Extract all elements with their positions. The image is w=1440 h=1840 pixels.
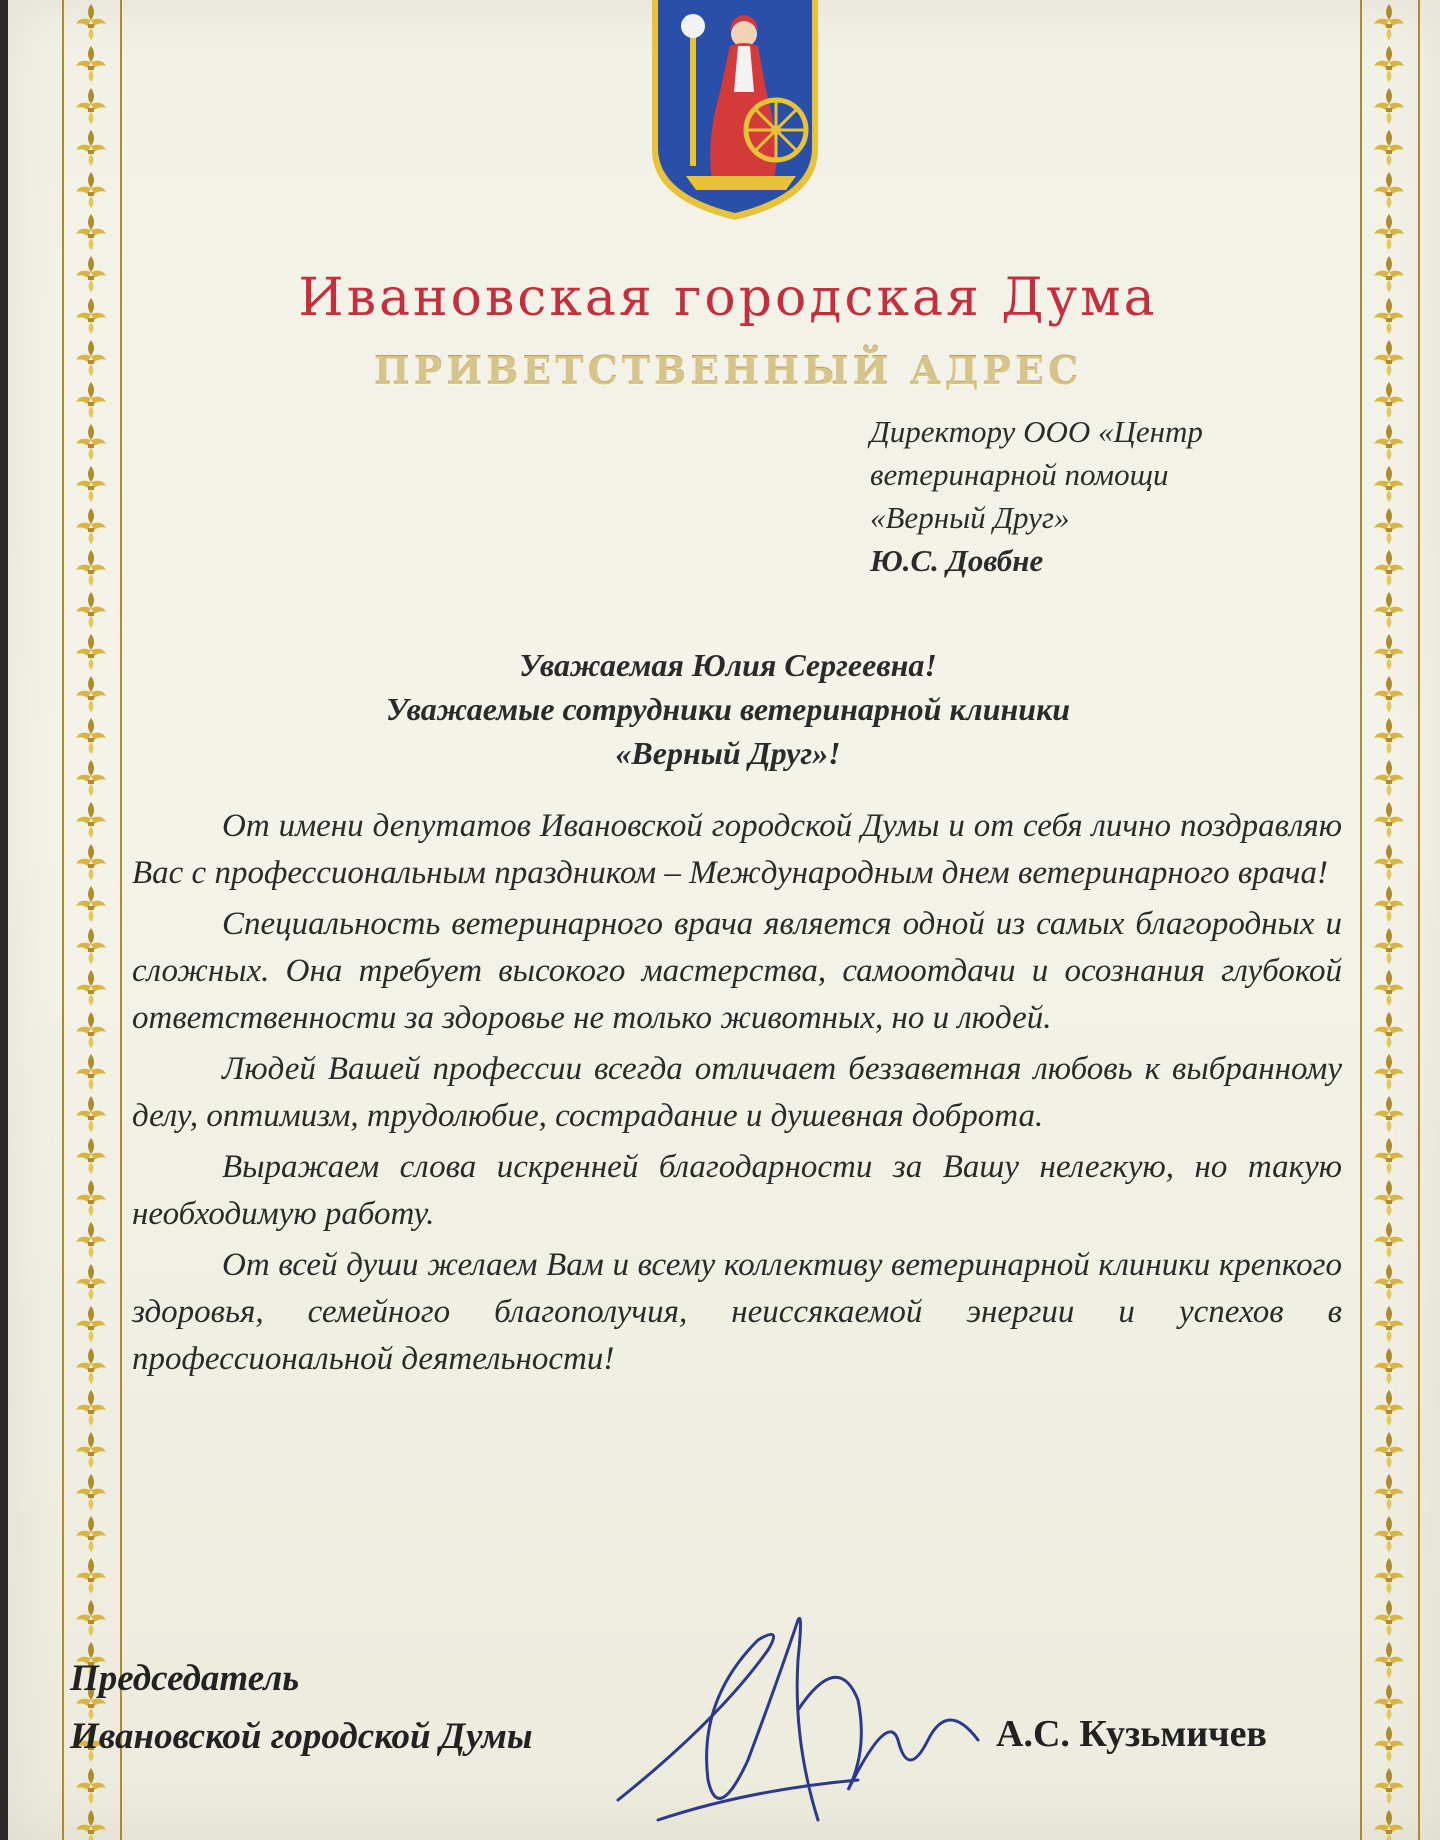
letter-body — [132, 803, 1342, 1387]
organization-name: Ивановская городская Дума — [298, 268, 1158, 328]
border-rule — [62, 0, 64, 1840]
document-title: ПРИВЕТСТВЕННЫЙ АДРЕС — [373, 348, 1083, 393]
fleur-de-lis-border-icon — [1366, 0, 1412, 1840]
addressee-line: «Верный Друг» — [870, 500, 1070, 535]
body-paragraph: От имени депутатов Ивановской городской Думы и от себя лично поздравляю Вас с профессиональным праздником – Международным днем ветеринарного врача! — [132, 808, 1342, 891]
position-line: Председатель — [70, 1658, 300, 1699]
border-rule — [1360, 0, 1362, 1840]
addressee-block — [870, 410, 1330, 582]
border-rule — [120, 0, 122, 1840]
signatory-name: А.С. Кузьмичев — [996, 1713, 1267, 1755]
body-paragraph: Выражаем слова искренней благодарности за Вашу нелегкую, но такую необходимую работу. — [132, 1149, 1342, 1232]
addressee-name: Ю.С. Довбне — [870, 543, 1044, 578]
border-rule — [1418, 0, 1420, 1840]
body-paragraph: Специальность ветеринарного врача является одной из самых благородных и сложных. Она требует высокого мастерства, самоотдачи и осознания глубокой ответственности за здоровье не только животных, но и людей. — [132, 906, 1342, 1036]
fleur-de-lis-border-icon — [68, 0, 114, 1840]
document-sheet — [8, 0, 1440, 1840]
addressee-line: ветеринарной помощи — [870, 457, 1169, 492]
ivanovo-coat-of-arms-icon — [646, 0, 824, 222]
greeting-line: Уважаемая Юлия Сергеевна! — [519, 647, 937, 683]
greeting-line: Уважаемые сотрудники ветеринарной клиники — [385, 691, 1071, 727]
greeting — [188, 643, 1268, 775]
handwritten-signature-icon — [598, 1590, 1018, 1830]
page-edge — [0, 0, 8, 1840]
greeting-line: «Верный Друг»! — [615, 735, 841, 771]
body-paragraph: Людей Вашей профессии всегда отличает беззаветная любовь к выбранному делу, оптимизм, трудолюбие, сострадание и душевная доброта. — [132, 1051, 1342, 1134]
position-line: Ивановской городской Думы — [70, 1716, 533, 1757]
body-paragraph: От всей души желаем Вам и всему коллективу ветеринарной клиники крепкого здоровья, семейного благополучия, неиссякаемой энергии и успехов в профессиональной деятельности! — [132, 1247, 1342, 1377]
addressee-line: Директору ООО «Центр — [870, 414, 1203, 449]
